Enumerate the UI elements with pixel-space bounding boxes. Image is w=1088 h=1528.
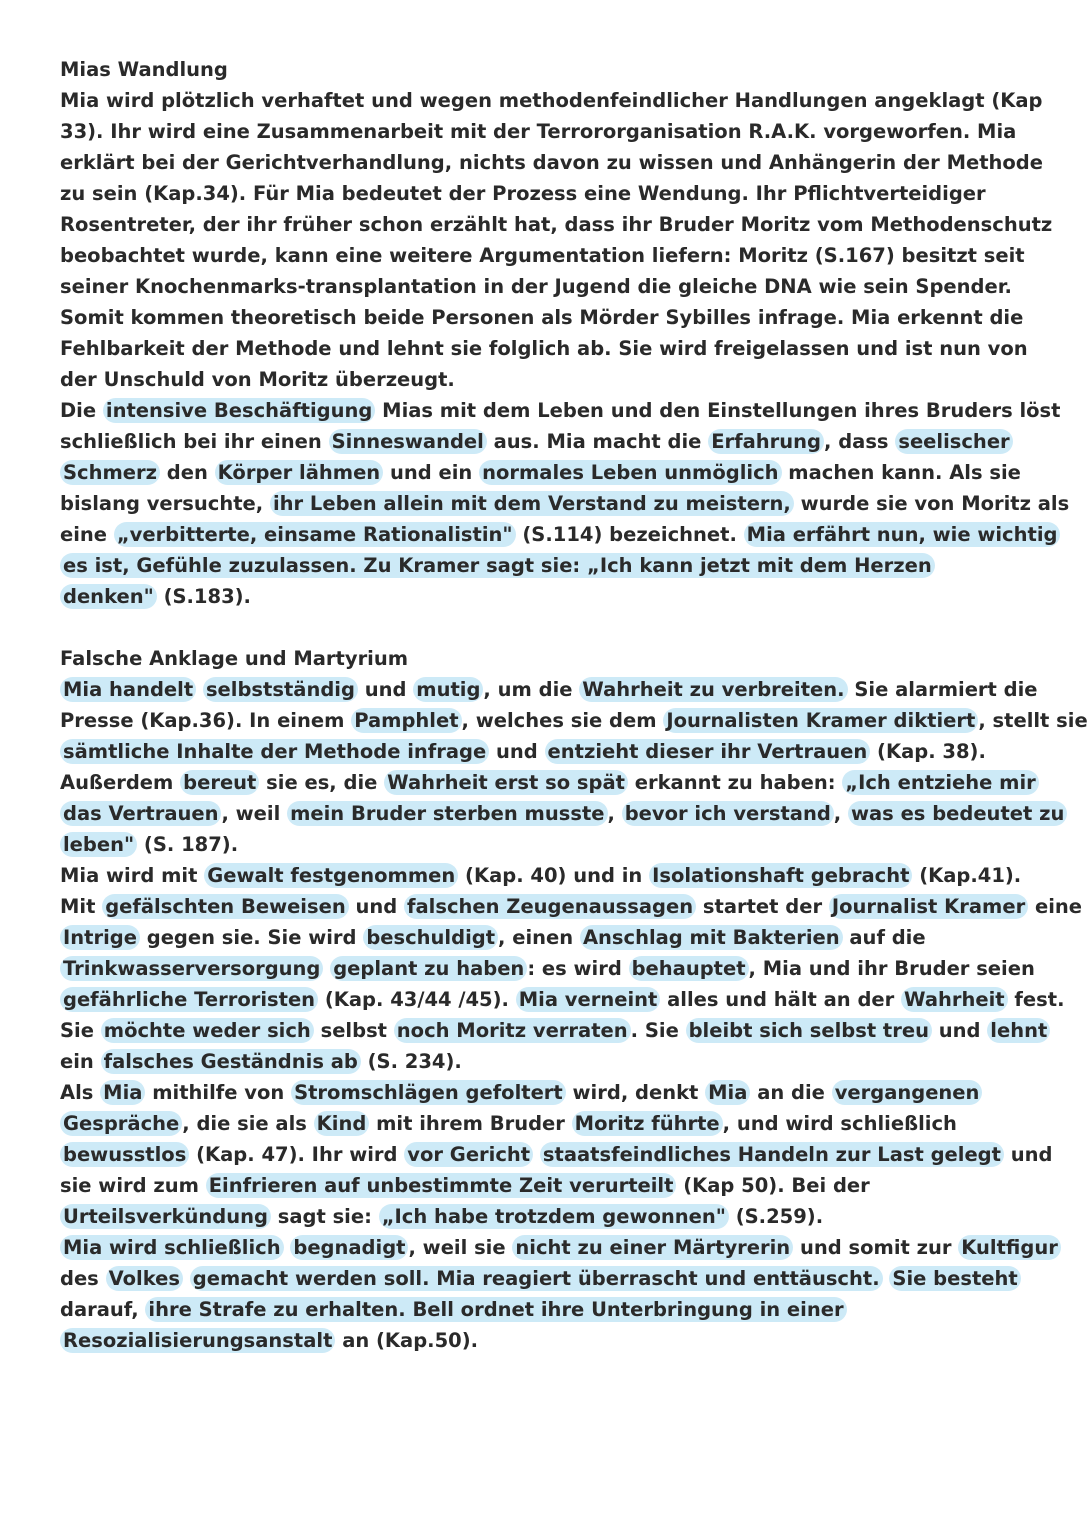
text-segment	[183, 1267, 190, 1290]
highlighted-text: Intrige	[60, 925, 140, 950]
text-segment: , weil	[221, 802, 288, 825]
highlighted-text: falschen Zeugenaussagen	[404, 894, 696, 919]
section-body	[60, 674, 1088, 1356]
highlighted-text: Kind	[314, 1111, 370, 1136]
highlighted-text: Sie besteht	[889, 1266, 1020, 1291]
text-segment: selbst	[313, 1019, 394, 1042]
text-segment: Außerdem	[60, 771, 181, 794]
text-segment: , Mia und ihr Bruder seien	[748, 957, 1035, 980]
text-line	[60, 1263, 1020, 1294]
text-line	[60, 550, 1020, 581]
text-line	[60, 178, 1020, 209]
text-segment: (S.183).	[156, 585, 251, 608]
text-line	[60, 581, 1020, 612]
highlighted-text: Mia verneint	[516, 987, 661, 1012]
text-segment: startet der	[696, 895, 829, 918]
text-segment: seiner Knochenmarks-transplantation in der Jugend die gleiche DNA wie sein Spender.	[60, 275, 1012, 298]
highlighted-text: das Vertrauen	[60, 801, 221, 826]
text-line	[60, 798, 1065, 829]
text-segment: alles und hält an der	[660, 988, 902, 1011]
text-line	[60, 395, 1061, 426]
text-segment: (S. 187).	[137, 833, 239, 856]
highlighted-text: begnadigt	[290, 1235, 408, 1260]
highlighted-text: bereut	[180, 770, 259, 795]
text-segment: , einen	[498, 926, 580, 949]
text-line	[60, 1077, 1020, 1108]
text-line	[60, 488, 1070, 519]
highlighted-text: vor Gericht	[404, 1142, 533, 1167]
highlighted-text: Wahrheit erst so spät	[384, 770, 628, 795]
highlighted-text: normales Leben unmöglich	[479, 460, 781, 485]
text-segment: : es wird	[527, 957, 629, 980]
highlighted-text: Stromschlägen gefoltert	[291, 1080, 566, 1105]
text-segment: (Kap. 43/44 /45).	[318, 988, 516, 1011]
text-line	[60, 736, 1020, 767]
text-segment: , weil sie	[408, 1236, 513, 1259]
highlighted-text: lehnt	[987, 1018, 1050, 1043]
highlighted-text: Sinneswandel	[329, 429, 487, 454]
text-segment: den	[160, 461, 215, 484]
text-line	[60, 333, 1028, 364]
text-segment: (Kap. 40) und in	[458, 864, 650, 887]
text-segment: , dass	[824, 430, 896, 453]
text-segment: und	[931, 1019, 988, 1042]
text-line	[60, 984, 1065, 1015]
highlighted-text: gefälschten Beweisen	[102, 894, 349, 919]
highlighted-text: Moritz führte	[572, 1111, 723, 1136]
highlighted-text: gefährliche Terroristen	[60, 987, 318, 1012]
text-segment: 33). Ihr wird eine Zusammenarbeit mit der Terrororganisation R.A.K. vorgeworfen. Mia	[60, 120, 1017, 143]
highlighted-text: falsches Geständnis ab	[101, 1049, 361, 1074]
highlighted-text: Mia	[705, 1080, 750, 1105]
text-segment: aus. Mia macht die	[486, 430, 709, 453]
text-segment: Mit	[60, 895, 103, 918]
text-line	[60, 1046, 1020, 1077]
highlighted-text: Körper lähmen	[215, 460, 384, 485]
text-segment: (Kap 50). Bei der	[676, 1174, 870, 1197]
text-line	[60, 1232, 1058, 1263]
text-line	[60, 364, 1020, 395]
highlighted-text: Kultfigur	[958, 1235, 1061, 1260]
text-segment: (S. 234).	[360, 1050, 462, 1073]
highlighted-text: selbstständig	[203, 677, 358, 702]
text-segment: Rosentreter, der ihr früher schon erzählt hat, dass ihr Bruder Moritz vom Methodenschutz	[60, 213, 1053, 236]
text-segment: , die sie als	[182, 1112, 314, 1135]
highlighted-text: behauptet	[629, 956, 749, 981]
text-segment: und	[357, 678, 414, 701]
text-segment: (Kap. 38).	[870, 740, 986, 763]
highlighted-text: Volkes	[106, 1266, 183, 1291]
text-line	[60, 891, 1082, 922]
text-segment: an (Kap.50).	[335, 1329, 479, 1352]
highlighted-text: mutig	[413, 677, 483, 702]
text-line	[60, 829, 1020, 860]
text-segment: eine	[1028, 895, 1082, 918]
text-segment: mithilfe von	[145, 1081, 292, 1104]
highlighted-text: Schmerz	[60, 460, 160, 485]
text-segment: Fehlbarkeit der Methode und lehnt sie folglich ab. Sie wird freigelassen und ist nun von	[60, 337, 1028, 360]
text-segment: bislang versuchte,	[60, 492, 270, 515]
text-segment: Somit kommen theoretisch beide Personen als Mörder Sybilles infrage. Mia erkennt die	[60, 306, 1024, 329]
section-mias-wandlung	[60, 54, 1070, 612]
highlighted-text: es ist, Gefühle zuzulassen. Zu Kramer sagt sie: „Ich kann jetzt mit dem Herzen	[60, 553, 935, 578]
text-segment: eine	[60, 523, 114, 546]
text-segment: an die	[750, 1081, 832, 1104]
text-segment: und ein	[383, 461, 480, 484]
highlighted-text: Anschlag mit Bakterien	[580, 925, 843, 950]
text-line	[60, 271, 1020, 302]
text-segment: und somit zur	[793, 1236, 959, 1259]
text-segment: des	[60, 1267, 106, 1290]
text-line	[60, 674, 1038, 705]
text-segment: beobachtet wurde, kann eine weitere Argumentation liefern: Moritz (S.167) besitzt seit	[60, 244, 1025, 267]
text-segment: und	[1003, 1143, 1053, 1166]
text-segment: und	[489, 740, 545, 763]
highlighted-text: Mia wird schließlich	[60, 1235, 284, 1260]
section-heading: Falsche Anklage und Martyrium	[60, 647, 409, 670]
text-segment: (Kap.41).	[912, 864, 1022, 887]
text-line	[60, 1170, 1020, 1201]
text-line	[60, 209, 1053, 240]
highlighted-text: staatsfeindliches Handeln zur Last gelegt	[540, 1142, 1004, 1167]
text-segment: erklärt bei der Gerichtverhandlung, nichts davon zu wissen und Anhängerin der Methode	[60, 151, 1043, 174]
text-line	[60, 705, 1088, 736]
text-segment: gegen sie. Sie wird	[139, 926, 364, 949]
text-line	[60, 860, 1020, 891]
highlighted-text: Trinkwasserversorgung	[60, 956, 323, 981]
text-segment: (S.259).	[728, 1205, 824, 1228]
text-line	[60, 1325, 1020, 1356]
highlighted-text: Wahrheit zu verbreiten.	[579, 677, 847, 702]
highlighted-text: Mia handelt	[60, 677, 196, 702]
text-segment: Mia wird mit	[60, 864, 205, 887]
text-line	[60, 116, 1020, 147]
text-line	[60, 767, 1036, 798]
highlighted-text: mein Bruder sterben musste	[287, 801, 607, 826]
text-segment: erkannt zu haben:	[627, 771, 843, 794]
highlighted-text: beschuldigt	[363, 925, 498, 950]
text-segment: wurde sie von Moritz als	[793, 492, 1070, 515]
text-line	[60, 302, 1024, 333]
highlighted-text: bevor ich verstand	[622, 801, 834, 826]
text-segment: sie es, die	[259, 771, 385, 794]
text-segment: wird, denkt	[565, 1081, 706, 1104]
text-line	[60, 147, 1043, 178]
highlighted-text: „verbitterte, einsame Rationalistin"	[114, 522, 516, 547]
text-segment: Mias mit dem Leben und den Einstellungen ihres Bruders löst	[375, 399, 1061, 422]
text-line	[60, 85, 1043, 116]
highlighted-text: ihre Strafe zu erhalten. Bell ordnet ihre Unterbringung in einer	[145, 1297, 846, 1322]
highlighted-text: bewusstlos	[60, 1142, 189, 1167]
section-body	[60, 85, 1070, 612]
text-line	[60, 240, 1025, 271]
text-segment: ein	[60, 1050, 101, 1073]
highlighted-text: leben"	[60, 832, 137, 857]
text-line	[60, 426, 1020, 457]
highlighted-text: Journalisten Kramer diktiert	[663, 708, 978, 733]
text-line	[60, 1201, 1020, 1232]
highlighted-text: Urteilsverkündung	[60, 1204, 271, 1229]
highlighted-text: „Ich entziehe mir	[842, 770, 1039, 795]
text-line	[60, 1294, 1020, 1325]
text-segment: fest.	[1007, 988, 1065, 1011]
highlighted-text: Wahrheit	[901, 987, 1008, 1012]
highlighted-text: ihr Leben allein mit dem Verstand zu meistern,	[270, 491, 794, 516]
text-segment: auf die	[842, 926, 926, 949]
highlighted-text: Resozialisierungsanstalt	[60, 1328, 335, 1353]
highlighted-text: sämtliche Inhalte der Methode infrage	[60, 739, 489, 764]
highlighted-text: was es bedeutet zu	[848, 801, 1067, 826]
text-segment: ,	[833, 802, 848, 825]
text-segment: darauf,	[60, 1298, 146, 1321]
highlighted-text: geplant zu haben	[330, 956, 527, 981]
highlighted-text: „Ich habe trotzdem gewonnen"	[379, 1204, 729, 1229]
highlighted-text: noch Moritz verraten	[394, 1018, 631, 1043]
highlighted-text: Erfahrung	[708, 429, 824, 454]
text-segment: machen kann. Als sie	[781, 461, 1021, 484]
text-line	[60, 1139, 1053, 1170]
text-segment: mit ihrem Bruder	[369, 1112, 572, 1135]
highlighted-text: intensive Beschäftigung	[103, 398, 375, 423]
highlighted-text: möchte weder sich	[101, 1018, 314, 1043]
text-line	[60, 953, 1035, 984]
text-segment: ,	[607, 802, 622, 825]
text-segment: (Kap. 47). Ihr wird	[189, 1143, 405, 1166]
highlighted-text: Einfrieren auf unbestimmte Zeit verurteilt	[206, 1173, 677, 1198]
highlighted-text: Journalist Kramer	[829, 894, 1028, 919]
highlighted-text: gemacht werden soll. Mia reagiert überrascht und enttäuscht.	[190, 1266, 883, 1291]
text-segment	[533, 1143, 540, 1166]
text-segment: (S.114) bezeichnet.	[515, 523, 744, 546]
highlighted-text: Gewalt festgenommen	[204, 863, 458, 888]
text-segment: sie wird zum	[60, 1174, 206, 1197]
text-segment	[196, 678, 203, 701]
text-line	[60, 519, 1058, 550]
highlighted-text: Mia erfährt nun, wie wichtig	[744, 522, 1061, 547]
text-line	[60, 457, 1020, 488]
section-heading: Mias Wandlung	[60, 58, 228, 81]
text-segment: Die	[60, 399, 103, 422]
highlighted-text: Isolationshaft gebracht	[649, 863, 912, 888]
highlighted-text: Pamphlet	[351, 708, 461, 733]
text-segment: der Unschuld von Moritz überzeugt.	[60, 368, 455, 391]
text-line	[60, 1108, 1020, 1139]
text-segment: , stellt sie	[978, 709, 1088, 732]
text-segment: . Sie	[630, 1019, 686, 1042]
highlighted-text: denken"	[60, 584, 157, 609]
text-segment: zu sein (Kap.34). Für Mia bedeutet der Prozess eine Wendung. Ihr Pflichtverteidiger	[60, 182, 986, 205]
section-falsche-anklage	[60, 643, 1088, 1356]
text-segment: sagt sie:	[270, 1205, 379, 1228]
highlighted-text: Gespräche	[60, 1111, 182, 1136]
text-segment: Mia wird plötzlich verhaftet und wegen methodenfeindlicher Handlungen angeklagt (Kap	[60, 89, 1043, 112]
text-segment: Als	[60, 1081, 101, 1104]
highlighted-text: bleibt sich selbst treu	[686, 1018, 932, 1043]
highlighted-text: vergangenen	[832, 1080, 983, 1105]
highlighted-text: entzieht dieser ihr Vertrauen	[545, 739, 871, 764]
text-line	[60, 1015, 1048, 1046]
text-segment: Sie	[60, 1019, 101, 1042]
text-segment: Presse (Kap.36). In einem	[60, 709, 352, 732]
text-line	[60, 922, 1020, 953]
text-segment: schließlich bei ihr einen	[60, 430, 329, 453]
text-segment: , um die	[483, 678, 580, 701]
highlighted-text: Mia	[100, 1080, 145, 1105]
text-segment: , und wird schließlich	[722, 1112, 957, 1135]
highlighted-text: seelischer	[895, 429, 1012, 454]
text-segment: , welches sie dem	[461, 709, 664, 732]
highlighted-text: nicht zu einer Märtyrerin	[512, 1235, 793, 1260]
text-segment: und	[348, 895, 405, 918]
text-segment: Sie alarmiert die	[847, 678, 1038, 701]
